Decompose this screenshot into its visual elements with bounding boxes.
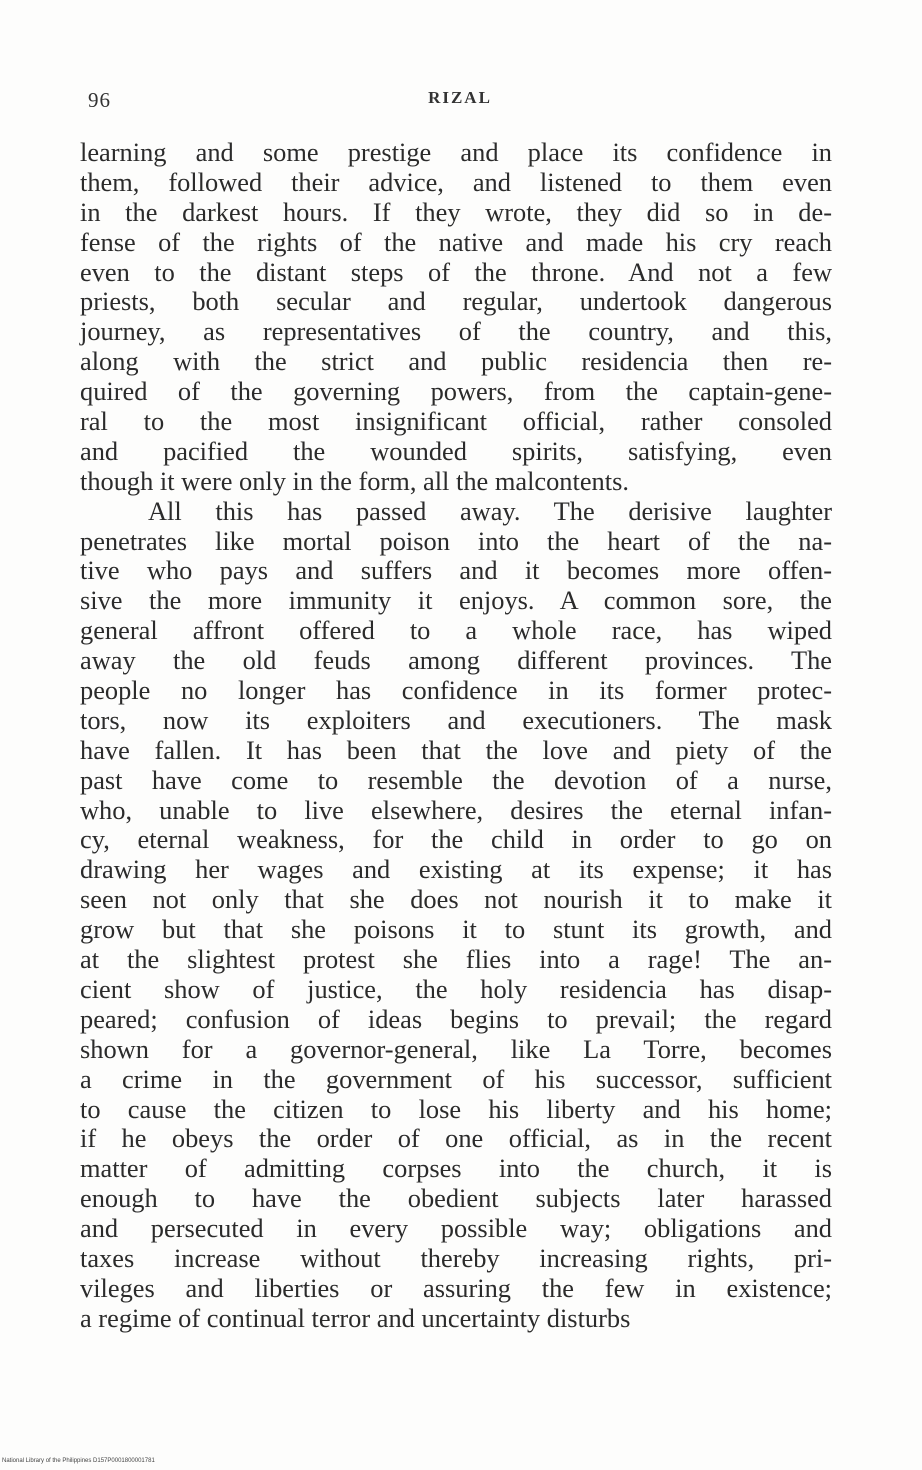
paragraph bbox=[80, 497, 832, 1334]
text-line: people no longer has confidence in its former protec- bbox=[80, 675, 832, 706]
text-line: them, followed their advice, and listened to them even bbox=[80, 166, 832, 197]
text-line: fense of the rights of the native and made his cry reach bbox=[80, 226, 832, 257]
text-line: ral to the most insignificant official, rather consoled bbox=[80, 406, 832, 437]
text-line: even to the distant steps of the throne. And not a few bbox=[80, 256, 832, 287]
text-line: seen not only that she does not nourish it to make it bbox=[80, 884, 832, 915]
text-line: shown for a governor-general, like La Torre, becomes bbox=[80, 1033, 832, 1064]
text-line: along with the strict and public residencia then re- bbox=[80, 346, 832, 377]
scan-footer: National Library of the Philippines D157P0001800001781 bbox=[2, 1458, 155, 1464]
text-line: vileges and liberties or assuring the few in existence; bbox=[80, 1272, 832, 1303]
text-line: priests, both secular and regular, undertook dangerous bbox=[80, 286, 832, 317]
text-line: tors, now its exploiters and executioners. The mask bbox=[80, 704, 832, 735]
body-text bbox=[80, 138, 832, 1334]
text-line: have fallen. It has been that the love and piety of the bbox=[80, 734, 832, 765]
text-line: enough to have the obedient subjects later harassed bbox=[80, 1183, 832, 1214]
text-line: general affront offered to a whole race, has wiped bbox=[80, 615, 832, 646]
text-line: past have come to resemble the devotion of a nurse, bbox=[80, 764, 832, 795]
text-line: and pacified the wounded spirits, satisfying, even bbox=[80, 435, 832, 466]
text-line: matter of admitting corpses into the church, it is bbox=[80, 1153, 832, 1184]
text-line: penetrates like mortal poison into the heart of the na- bbox=[80, 525, 832, 556]
text-line: if he obeys the order of one official, as in the recent bbox=[80, 1123, 832, 1154]
paragraph bbox=[80, 138, 832, 497]
page-header bbox=[0, 88, 922, 118]
text-line: journey, as representatives of the country, and this, bbox=[80, 316, 832, 347]
text-line: who, unable to live elsewhere, desires the eternal infan- bbox=[80, 794, 832, 825]
text-line: to cause the citizen to lose his liberty and his home; bbox=[80, 1093, 832, 1124]
text-line: a regime of continual terror and uncertainty disturbs bbox=[80, 1302, 631, 1333]
text-line: peared; confusion of ideas begins to prevail; the regard bbox=[80, 1003, 832, 1034]
text-line: taxes increase without thereby increasing rights, pri- bbox=[80, 1242, 832, 1273]
text-line: grow but that she poisons it to stunt its growth, and bbox=[80, 914, 832, 945]
text-line: quired of the governing powers, from the captain-gene- bbox=[80, 376, 832, 407]
text-line: cient show of justice, the holy residencia has disap- bbox=[80, 973, 832, 1004]
text-line: and persecuted in every possible way; obligations and bbox=[80, 1213, 832, 1244]
text-line: learning and some prestige and place its confidence in bbox=[80, 137, 832, 167]
text-line: cy, eternal weakness, for the child in order to go on bbox=[80, 824, 832, 855]
running-head: RIZAL bbox=[428, 88, 492, 107]
text-line: away the old feuds among different provinces. The bbox=[80, 645, 832, 676]
text-line: tive who pays and suffers and it becomes more offen- bbox=[80, 555, 832, 586]
text-line: in the darkest hours. If they wrote, they did so in de- bbox=[80, 196, 832, 227]
text-line: though it were only in the form, all the malcontents. bbox=[80, 465, 629, 496]
text-line: at the slightest protest she flies into a rage! The an- bbox=[80, 944, 832, 975]
text-line: drawing her wages and existing at its expense; it has bbox=[80, 854, 832, 885]
text-line: sive the more immunity it enjoys. A common sore, the bbox=[80, 585, 832, 616]
text-line: a crime in the government of his successor, sufficient bbox=[80, 1063, 832, 1094]
page-number: 96 bbox=[88, 88, 111, 112]
text-line: All this has passed away. The derisive laughter bbox=[148, 495, 832, 526]
